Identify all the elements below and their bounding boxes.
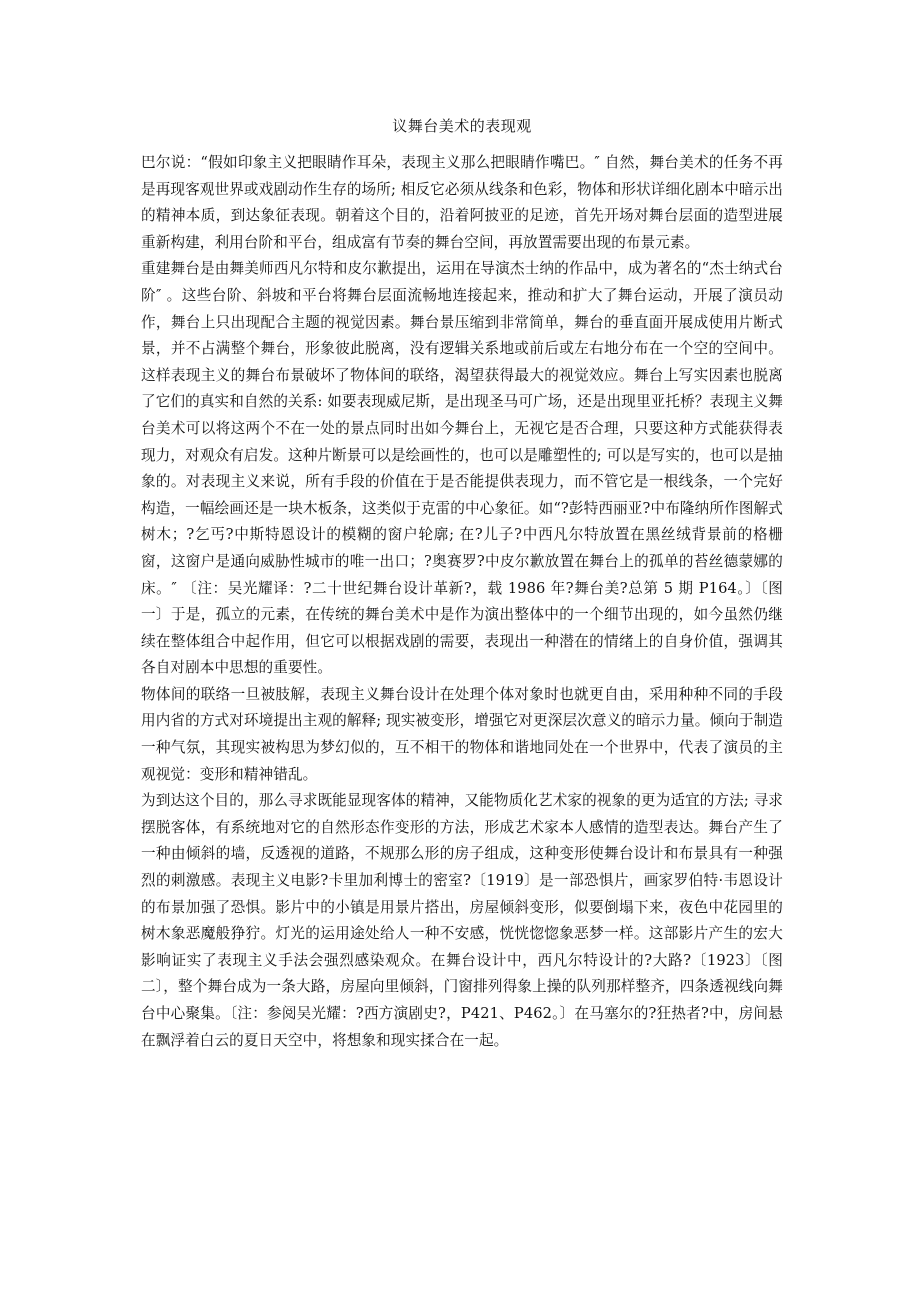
paragraph-2: 重建舞台是由舞美师西凡尔特和皮尔歉提出，运用在导演杰士纳的作品中，成为著名的“杰士纳式台阶″ 。这些台阶、斜坡和平台将舞台层面流畅地连接起来，推动和扩大了舞台运动，开展了演员动作，舞台上只出现配合主题的视觉因素。舞台景压缩到非常简单，舞台的垂直面开展成使用片断式景，并不占满整个舞台，形象彼此脱离，没有逻辑关系地或前后或左右地分布在一个空的空间中。这样表现主义的舞台布景破坏了物体间的联络，渴望获得最大的视觉效应。舞台上写实因素也脱离了它们的真实和自然的关系: 如要表现威尼斯，是出现圣马可广场，还是出现里亚托桥？表现主义舞台美术可以将这两个不在一处的景点同时出如今舞台上，无视它是否合理，只要这种方式能获得表现力，对观众有启发。这种片断景可以是绘画性的，也可以是雕塑性的; 可以是写实的，也可以是抽象的。对表现主义来说，所有手段的价值在于是否能提供表现力，而不管它是一根线条，一个完好构造，一幅绘画还是一块木板条，这类似于克雷的中心象征。如“?彭特西丽亚?中布隆纳所作图解式树木；?乞丐?中斯特恩设计的模糊的窗户轮廓; 在?儿子?中西凡尔特放置在黑丝绒背景前的格栅窗，这窗户是通向威胁性城市的唯一出口；?奥赛罗?中皮尔歉放置在舞台上的孤单的苔丝德蒙娜的床。″ 〔注：吴光耀译：?二十世纪舞台设计革新?，载 1986 年?舞台美?总第 5 期 P164。〕〔图一〕于是，孤立的元素，在传统的舞台美术中是作为演出整体中的一个细节出现的，如今虽然仍继续在整体组合中起作用，但它可以根据戏剧的需要，表现出一种潜在的情绪上的自身价值，强调其各自对剧本中思想的重要性。 [141,260,783,677]
document-page [141,114,783,1054]
paragraph-4: 为到达这个目的，那么寻求既能显现客体的精神，又能物质化艺术家的视象的更为适宜的方法; 寻求摆脱客体，有系统地对它的自然形态作变形的方法，形成艺术家本人感情的造型表达。舞台产生了一种由倾斜的墙，反透视的道路，不规那么形的房子组成，这种变形使舞台设计和布景具有一种强烈的刺激感。表现主义电影?卡里加利博士的密室?〔1919〕是一部恐惧片，画家罗伯特·韦恩设计的布景加强了恐惧。影片中的小镇是用景片搭出，房屋倾斜变形，似要倒塌下来，夜色中花园里的树木象恶魔般狰狞。灯光的运用途处给人一种不安感，恍恍惚惚象恶梦一样。这部影片产生的宏大影响证实了表现主义手法会强烈感染观众。在舞台设计中，西凡尔特设计的?大路?〔1923〕〔图二〕，整个舞台成为一条大路，房屋向里倾斜，门窗排列得象上操的队列那样整齐，四条透视线向舞台中心聚集。〔注：参阅吴光耀：?西方演剧史?，P421、P462。〕在马塞尔的?狂热者?中，房间悬在飘浮着白云的夏日天空中，将想象和现实揉合在一起。 [141,792,783,1049]
paragraph-1: 巴尔说：“假如印象主义把眼睛作耳朵，表现主义那么把眼睛作嘴巴。″ 自然，舞台美术的任务不再是再现客观世界或戏剧动作生存的场所; 相反它必须从线条和色彩，物体和形状详细化剧本中暗示出的精神本质，到达象征表现。朝着这个目的，沿着阿披亚的足迹，首先开场对舞台层面的造型进展重新构建，利用台阶和平台，组成富有节奏的舞台空间，再放置需要出现的布景元素。 [141,154,783,251]
paragraph-3: 物体间的联络一旦被肢解，表现主义舞台设计在处理个体对象时也就更自由，采用种种不同的手段用内省的方式对环境提出主观的解释; 现实被变形，增强它对更深层次意义的暗示力量。倾向于制造一种气氛，其现实被构思为梦幻似的，互不相干的物体和谐地同处在一个世界中，代表了演员的主观视觉：变形和精神错乱。 [141,685,783,783]
document-title: 议舞台美术的表现观 [392,117,532,135]
